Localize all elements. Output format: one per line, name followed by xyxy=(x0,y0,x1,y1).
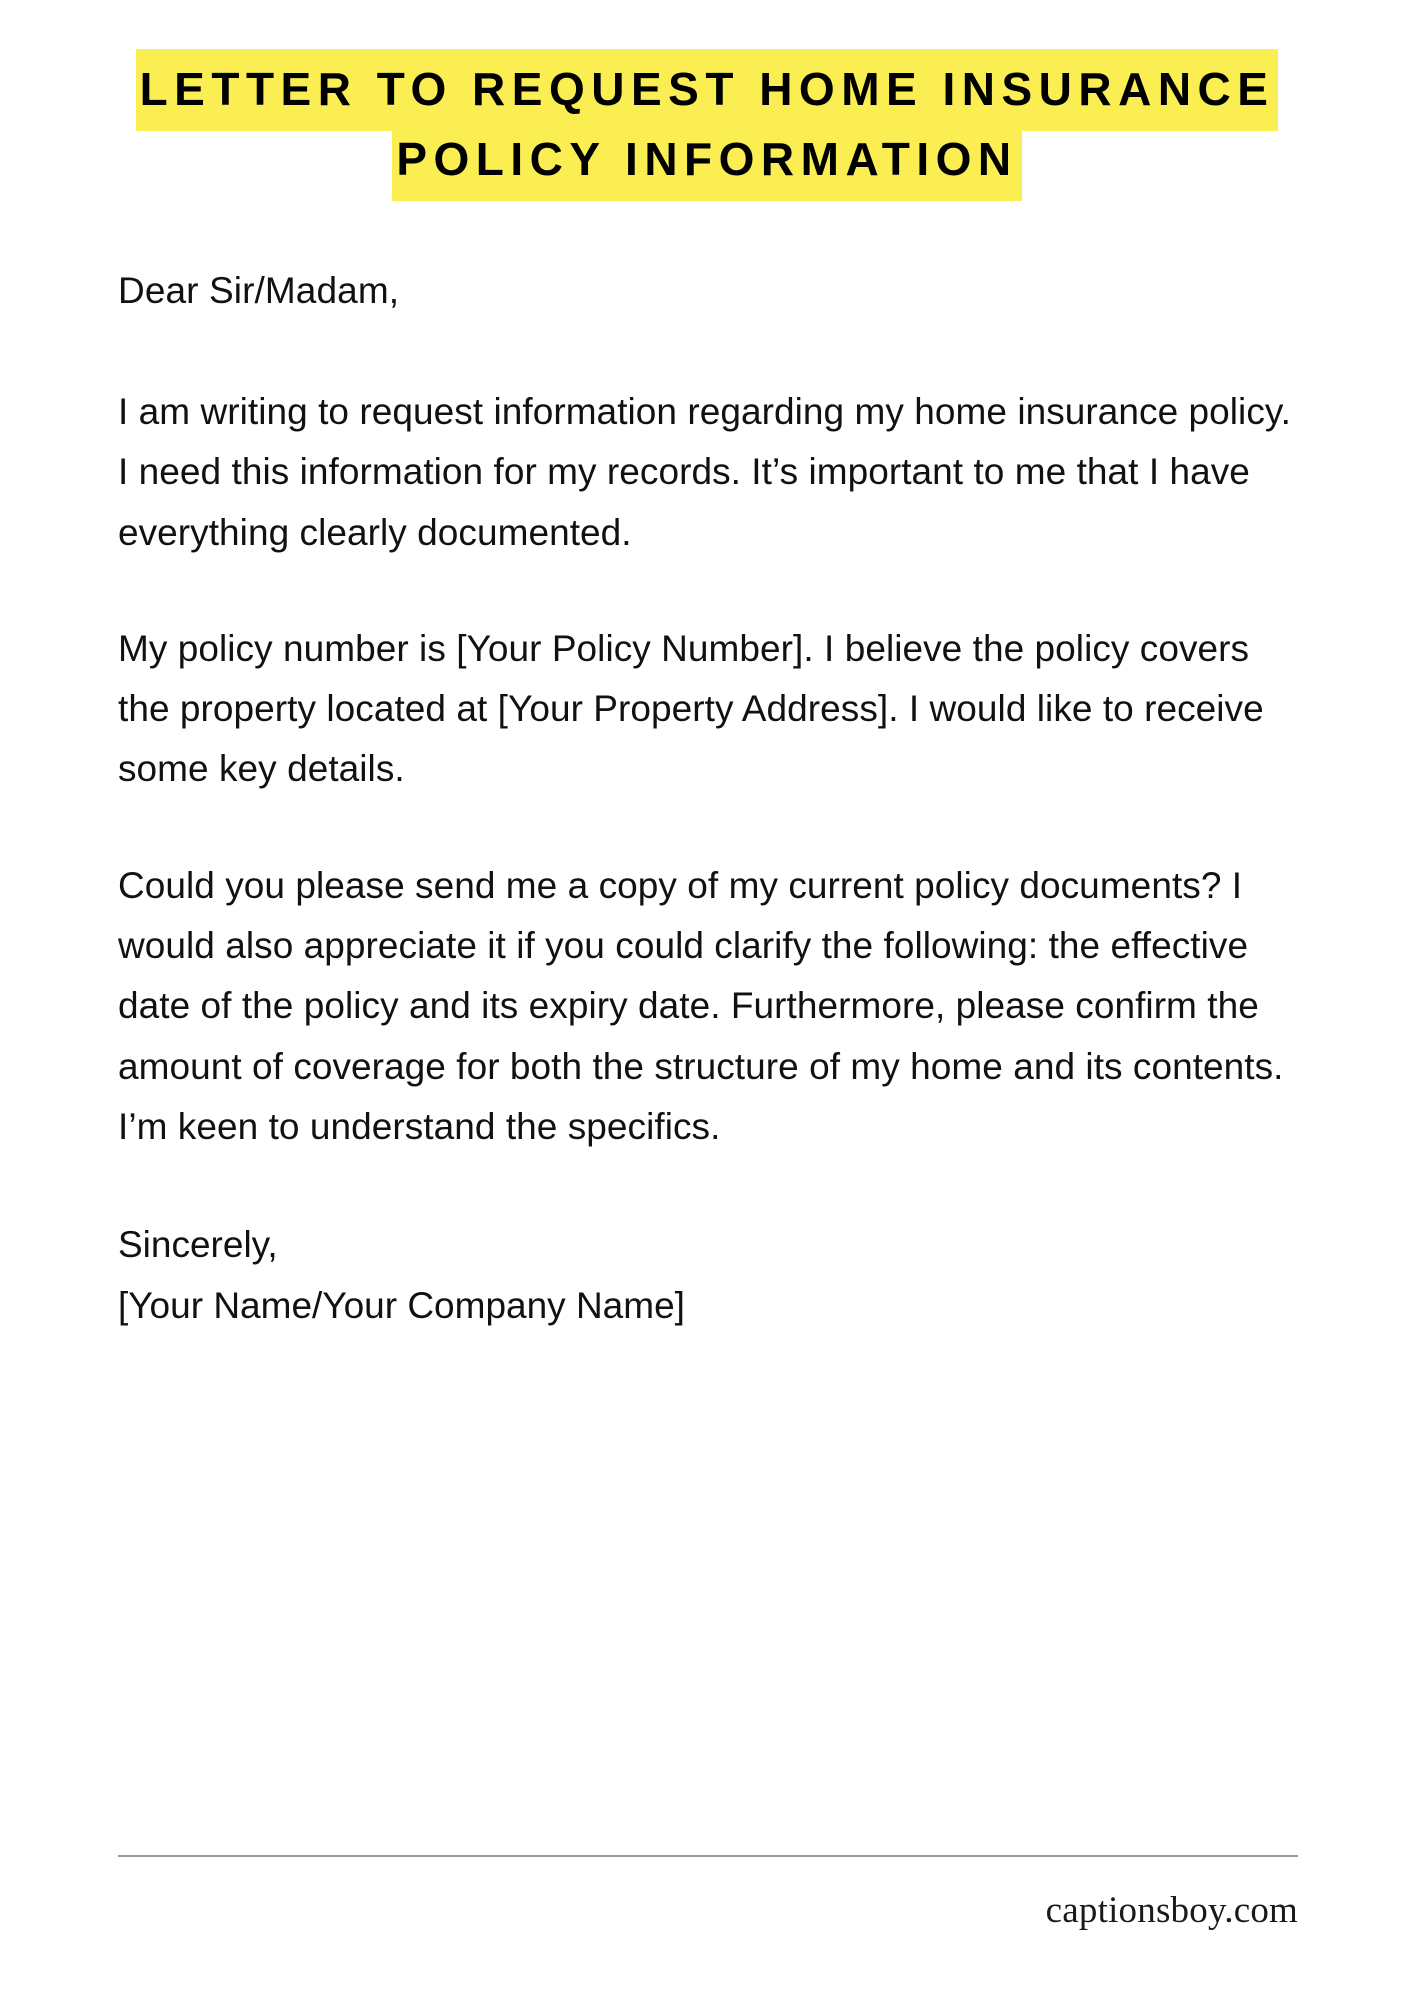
letter-greeting: Dear Sir/Madam, xyxy=(118,270,400,311)
page-title xyxy=(0,55,1414,195)
letter-paragraph-2: My policy number is [Your Policy Number]. I believe the policy covers the property located at [Your Property Address]. I would like to receive some key details. xyxy=(118,627,1264,790)
spacer-after-paragraph-1 xyxy=(118,563,1308,619)
page-footer xyxy=(118,1855,1298,1932)
title-line-2: POLICY INFORMATION xyxy=(392,119,1021,201)
letter-sign-off: Sincerely, xyxy=(118,1224,278,1266)
letter-paragraph-1: I am writing to request information regarding my home insurance policy. I need this information for my records. It’s important to me that I have everything clearly documented. xyxy=(118,391,1292,553)
footer-site-url: captionsboy.com xyxy=(1045,1890,1298,1931)
letter-signature-placeholder: [Your Name/Your Company Name] xyxy=(118,1284,685,1326)
letter-body xyxy=(118,272,1308,1336)
spacer-after-paragraph-2 xyxy=(118,800,1308,856)
spacer-after-greeting xyxy=(118,309,1308,382)
title-line-2-wrap xyxy=(0,125,1414,195)
title-line-1: LETTER TO REQUEST HOME INSURANCE xyxy=(136,49,1279,131)
letter-paragraph-3: Could you please send me a copy of my current policy documents? I would also appreciate it if you could clarify the following: the effective date of the policy and its expiry date. Furthermore, please confirm the amount of coverage for both the structure of my home and its contents. I’m keen to understand the specifics. xyxy=(118,864,1284,1147)
title-line-1-wrap xyxy=(0,55,1414,125)
footer-divider xyxy=(118,1855,1298,1857)
spacer-after-paragraph-3 xyxy=(118,1157,1308,1215)
